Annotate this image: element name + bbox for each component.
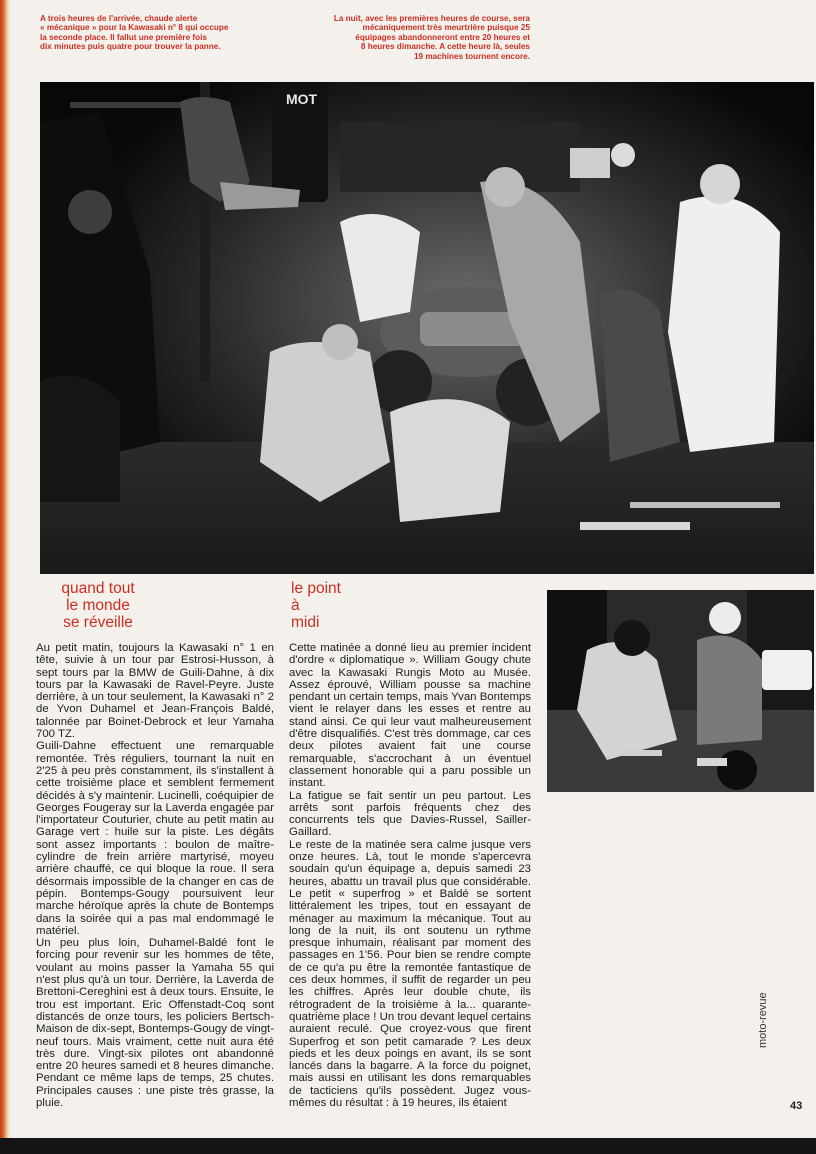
photo-sign-text: MOT [286,91,318,107]
column2-paragraph-1: Cette matinée a donné lieu au premier incident d'ordre « diplomatique ». William Gougy chute avec la Kawasaki Rungis Moto au Musée. Assez éprouvé, William pousse sa machine pendant un certain temps, mais Yvan Bontemps vient le relayer dans les esses et rentre au stand ainsi. Ce qui leur vaut malheureusement d'être disqualifiés. C'est très dommage, car ces deux pilotes avaient fait une course remarquable, s'accrochant à un éventuel classement honorable qui a paru possible un instant. [289,642,531,790]
column1-paragraph-1: Au petit matin, toujours la Kawasaki n° 1 en tête, suivie à un tour par Estrosi-Husson, à sept tours par la BMW de Guili-Dahne, à dix tours par la Kawasaki de Ravel-Peyre. Juste derrière, à un tour seulement, la Kawasaki n° 2 de Yvon Duhamel et Jean-François Baldé, talonnée par Boinet-Debrock et leur Yamaha 700 TZ. [36,642,274,741]
column1-paragraph-2: Guili-Dahne effectuent une remarquable remontée. Très réguliers, tournant la nuit en 2'25 à peu près constamment, ils s'installent à cette troisième place et semblent fermement décidés à s'y maintenir. Lucinelli, coéquipier de Georges Fougeray sur la Laverda engagée par l'importateur Couturier, chute au petit matin au Garage vert : huile sur la piste. Les dégâts sont assez importants : boulon de maître-cylindre de frein arrière martyrisé, moyeu arrière chauffé, ce qui bloque la roue. Il sera désormais impossible de la changer en cas de pépin. Bontemps-Gougy poursuivent leur marche héroïque après la chute de Bontemps dans la soirée qui a pas mal endommagé le matériel. [36,740,274,937]
page-left-edge [0,0,10,1154]
article-column-1 [36,642,274,1109]
heading-le-point-a-midi: le point à midi [291,580,341,631]
column2-paragraph-3: Le reste de la matinée sera calme jusque vers onze heures. Là, tout le monde s'apercevra soudain qu'un équipage a, depuis samedi 23 heures, abattu un travail plus que considérable. Le petit « superfrog » et Baldé se sortent littéralement les tripes, tout en essayant de ménager au maximum la mécanique. Tout au long de la nuit, ils ont soutenu un rythme presque inhumain, réalisant par moment des passages en 1'56. Pour bien se rendre compte de ce qu'a pu être la remontée fantastique de ces deux hommes, il suffit de regarder un peu les chiffres. Après leur double chute, ils rétrogradent de la troisième à la... quarante-quatrième place ! Un trou devant lequel certains auraient reculé. Que croyez-vous que firent Superfrog et son petit camarade ? Les deux pieds et les deux poings en avant, ils se sont lancés dans la bagarre. A la force du poignet, mais aussi en utilisant les dons remarquables de tacticiens qu'ils possèdent. Jugez vous-mêmes du résultat : à 19 heures, ils étaient [289,838,531,1109]
column1-paragraph-3: Un peu plus loin, Duhamel-Baldé font le forcing pour revenir sur les hommes de tête, voulant au moins passer la Yamaha 55 qui n'est plus qu'à un tour. Derrière, la Laverda de Brettoni-Cereghini est à deux tours. Ensuite, le trou est important. Eric Offenstadt-Coq sont distancés de onze tours, les policiers Bertsch-Maison de dix-sept, Bontemps-Gougy de vingt-neuf tours. Mais vraiment, cette nuit aura été très dure. Vingt-six pilotes ont abandonné entre 20 heures samedi et 8 heures dimanche. Pendant ce même laps de temps, 25 chutes. Principales causes : une piste très grasse, la pluie. [36,937,274,1109]
page-bottom-edge [0,1138,816,1154]
main-photo [40,82,814,574]
column2-paragraph-2: La fatigue se fait sentir un peu partout. Les arrêts sont parfois fréquents chez des concurrents tels que Davies-Russel, Sailler-Gaillard. [289,789,531,839]
secondary-photo [547,590,814,792]
magazine-name: moto-revue [757,992,769,1048]
caption-right: La nuit, avec les premières heures de course, sera mécaniquement très meurtrière puisque 25 équipages abandonneront entre 20 heures et 8 heures dimanche. A cette heure là, seules 19 machines tournent encore. [333,14,530,61]
page-number: 43 [790,1100,803,1112]
heading-quand-tout-le-monde: quand tout le monde se réveille [61,580,135,631]
caption-left: A trois heures de l'arrivée, chaude alerte « mécanique » pour la Kawasaki n° 8 qui occupe la seconde place. Il fallut une première fois dix minutes puis quatre pour trouver la panne. [40,14,229,52]
article-column-2 [289,642,531,1109]
